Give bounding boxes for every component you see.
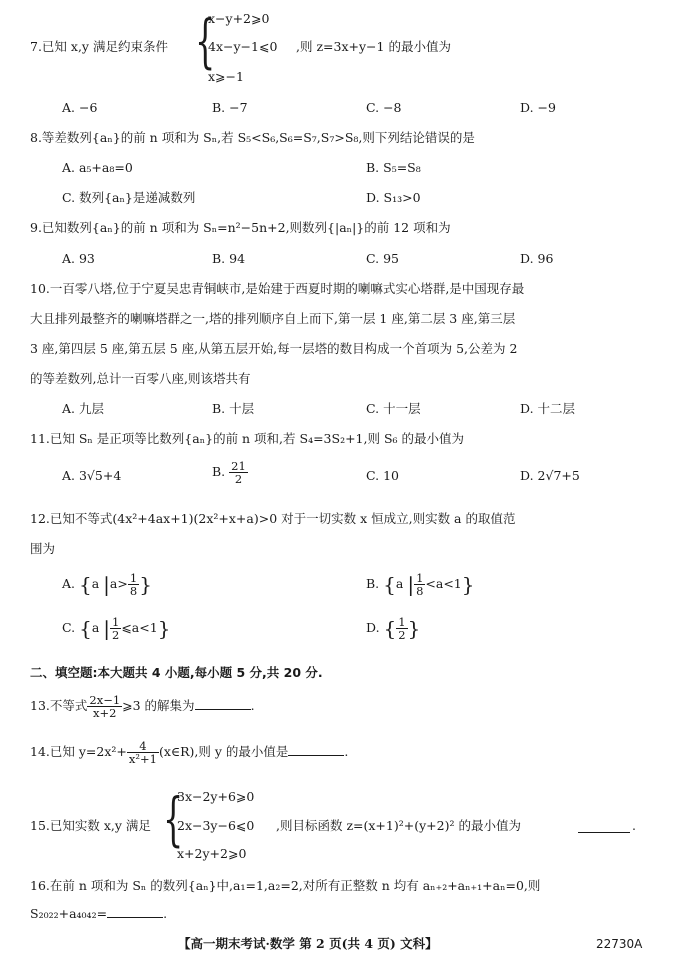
section-2-heading: 二、填空题:本大题共 4 小题,每小题 5 分,共 20 分. <box>30 665 323 680</box>
q7-option-b: B. −7 <box>212 100 248 115</box>
q7-constraint-2: 4x−y−1⩽0 <box>208 39 278 54</box>
q12-b-den: 8 <box>416 584 424 598</box>
q8-option-c: C. 数列{aₙ}是递减数列 <box>62 190 196 205</box>
q9-option-b: B. 94 <box>212 251 246 266</box>
q11-option-b-fraction <box>229 460 248 485</box>
q7-constraint-3: x⩾−1 <box>208 69 244 84</box>
q12-a-bar: | <box>103 572 110 597</box>
q12-option-d <box>366 616 420 641</box>
q12-b-bar: | <box>407 572 415 597</box>
q13-end: . <box>250 698 255 713</box>
q13 <box>30 694 255 719</box>
q7-prefix: 7.已知 x,y 满足约束条件 <box>30 39 168 54</box>
q11-option-b-label: B. <box>212 464 226 479</box>
q12-line-1: 12.已知不等式(4x²+4ax+1)(2x²+x+a)>0 对于一切实数 x 恒成立,则实数 a 的取值范 <box>30 511 516 526</box>
q12-c-label: C. <box>62 620 76 635</box>
q7-option-a: A. −6 <box>62 100 98 115</box>
q12-b-var: a <box>395 576 404 591</box>
q12-b-fraction <box>414 572 425 597</box>
q7-stem-tail: ,则 z=3x+y−1 的最小值为 <box>296 39 451 54</box>
q16-expression: S₂₀₂₂+a₄₀₄₂= <box>30 906 108 921</box>
q12-c-fraction <box>110 616 121 641</box>
q14-prefix: 14.已知 y=2x²+ <box>30 744 127 759</box>
q8-option-d: D. S₁₃>0 <box>366 190 421 205</box>
q12-a-fraction <box>128 572 139 597</box>
q10-line-2: 大且排列最整齐的喇嘛塔群之一,塔的排列顺序自上而下,第一层 1 座,第二层 3 座,第三层 <box>30 311 516 326</box>
q8-stem: 8.等差数列{aₙ}的前 n 项和为 Sₙ,若 S₅<S₆,S₆=S₇,S₇>S₈,则下列结论错误的是 <box>30 130 475 145</box>
q15-constraint-1: 3x−2y+6⩾0 <box>177 789 255 804</box>
q16-answer-blank[interactable] <box>107 907 163 918</box>
q12-b-label: B. <box>366 576 380 591</box>
q14 <box>30 740 348 765</box>
q10-line-3: 3 座,第四层 5 座,第五层 5 座,从第五层开始,每一层塔的数目构成一个首项为 5,公差为 2 <box>30 341 518 356</box>
q12-d-brace-close: } <box>407 616 421 641</box>
q9-option-c: C. 95 <box>366 251 399 266</box>
q13-prefix: 13.不等式 <box>30 698 88 713</box>
paper-code: 22730A <box>596 937 643 951</box>
q8-option-a: A. a₅+a₈=0 <box>62 160 133 175</box>
q15-constraint-2: 2x−3y−6⩽0 <box>177 818 255 833</box>
q16-line-1: 16.在前 n 项和为 Sₙ 的数列{aₙ}中,a₁=1,a₂=2,对所有正整数 n 均有 aₙ₊₂+aₙ₊₁+aₙ=0,则 <box>30 878 541 893</box>
q12-a-den: 8 <box>129 584 138 598</box>
q11-stem: 11.已知 Sₙ 是正项等比数列{aₙ}的前 n 项和,若 S₄=3S₂+1,则 S₆ 的最小值为 <box>30 431 465 446</box>
q12-c-den: 2 <box>112 628 120 642</box>
q12-b-brace-close: } <box>461 572 475 597</box>
q12-d-den: 2 <box>398 628 406 642</box>
q12-option-c <box>62 616 170 641</box>
q12-b-num: 1 <box>416 571 424 585</box>
q12-c-num: 1 <box>112 615 120 629</box>
q9-stem: 9.已知数列{aₙ}的前 n 项和为 Sₙ=n²−5n+2,则数列{|aₙ|}的前 12 项和为 <box>30 220 451 235</box>
q9-option-d: D. 96 <box>520 251 554 266</box>
q15-answer-blank[interactable] <box>578 822 630 833</box>
q12-c-var: a <box>91 620 100 635</box>
q12-c-tail: ⩽a<1 <box>121 620 158 635</box>
q10-line-1: 10.一百零八塔,位于宁夏吴忠青铜峡市,是始建于西夏时期的喇嘛式实心塔群,是中国现存最 <box>30 281 525 296</box>
q13-tail: ⩾3 的解集为 <box>122 698 195 713</box>
q12-c-bar: | <box>103 616 110 641</box>
q10-option-d: D. 十二层 <box>520 401 576 416</box>
q12-a-brace-close: } <box>139 572 152 597</box>
q15-constraint-3: x+2y+2⩾0 <box>177 846 247 861</box>
q11-b-den: 2 <box>234 472 243 486</box>
q12-d-label: D. <box>366 620 380 635</box>
q8-option-b: B. S₅=S₈ <box>366 160 421 175</box>
q10-line-4: 的等差数列,总计一百零八座,则该塔共有 <box>30 371 251 386</box>
q13-den: x+2 <box>93 706 117 720</box>
q16-line-2 <box>30 906 167 922</box>
q14-den: x²+1 <box>128 752 157 766</box>
q12-a-brace-open: { <box>79 572 92 597</box>
q15-stem-tail: ,则目标函数 z=(x+1)²+(y+2)² 的最小值为 <box>276 818 521 833</box>
q13-num: 2x−1 <box>89 693 121 707</box>
q11-b-num: 21 <box>231 459 246 473</box>
q12-d-num: 1 <box>398 615 406 629</box>
q14-answer-blank[interactable] <box>288 745 344 756</box>
q7-brace: { <box>195 7 216 75</box>
page-footer: 【高一期末考试·数学 第 2 页(共 4 页) 文科】 <box>178 936 438 951</box>
q12-d-brace-open: { <box>383 616 397 641</box>
q12-d-fraction <box>396 616 407 641</box>
q7-option-d: D. −9 <box>520 100 556 115</box>
q11-option-c: C. 10 <box>366 468 399 483</box>
q12-a-var: a <box>91 576 100 591</box>
q14-num: 4 <box>127 740 159 753</box>
q14-fraction <box>127 740 159 765</box>
q12-a-mid: a> <box>109 576 128 591</box>
q12-a-num: 1 <box>129 571 138 585</box>
q13-answer-blank[interactable] <box>195 699 251 710</box>
q12-b-tail: <a<1 <box>425 576 462 591</box>
q12-option-a <box>62 572 152 597</box>
q7-option-c: C. −8 <box>366 100 402 115</box>
q11-option-b <box>212 460 248 485</box>
q16-end: . <box>163 906 168 921</box>
q12-line-2: 围为 <box>30 541 56 556</box>
q10-option-b: B. 十层 <box>212 401 255 416</box>
q12-c-brace-close: } <box>157 616 171 641</box>
q11-option-d: D. 2√7+5 <box>520 468 580 483</box>
q12-a-label: A. <box>62 576 76 591</box>
q15-end: . <box>632 818 636 833</box>
q12-c-brace-open: { <box>79 616 92 641</box>
q15-prefix: 15.已知实数 x,y 满足 <box>30 818 151 833</box>
q14-end: . <box>344 744 349 759</box>
q9-option-a: A. 93 <box>62 251 95 266</box>
q12-b-brace-open: { <box>383 572 396 597</box>
q10-option-a: A. 九层 <box>62 401 104 416</box>
q7-constraint-1: x−y+2⩾0 <box>208 11 270 26</box>
q11-option-a: A. 3√5+4 <box>62 468 122 483</box>
q14-tail: (x∈R),则 y 的最小值是 <box>158 744 289 759</box>
q12-option-b <box>366 572 475 597</box>
q13-fraction <box>87 694 122 719</box>
q15-brace: { <box>163 785 184 853</box>
q10-option-c: C. 十一层 <box>366 401 421 416</box>
